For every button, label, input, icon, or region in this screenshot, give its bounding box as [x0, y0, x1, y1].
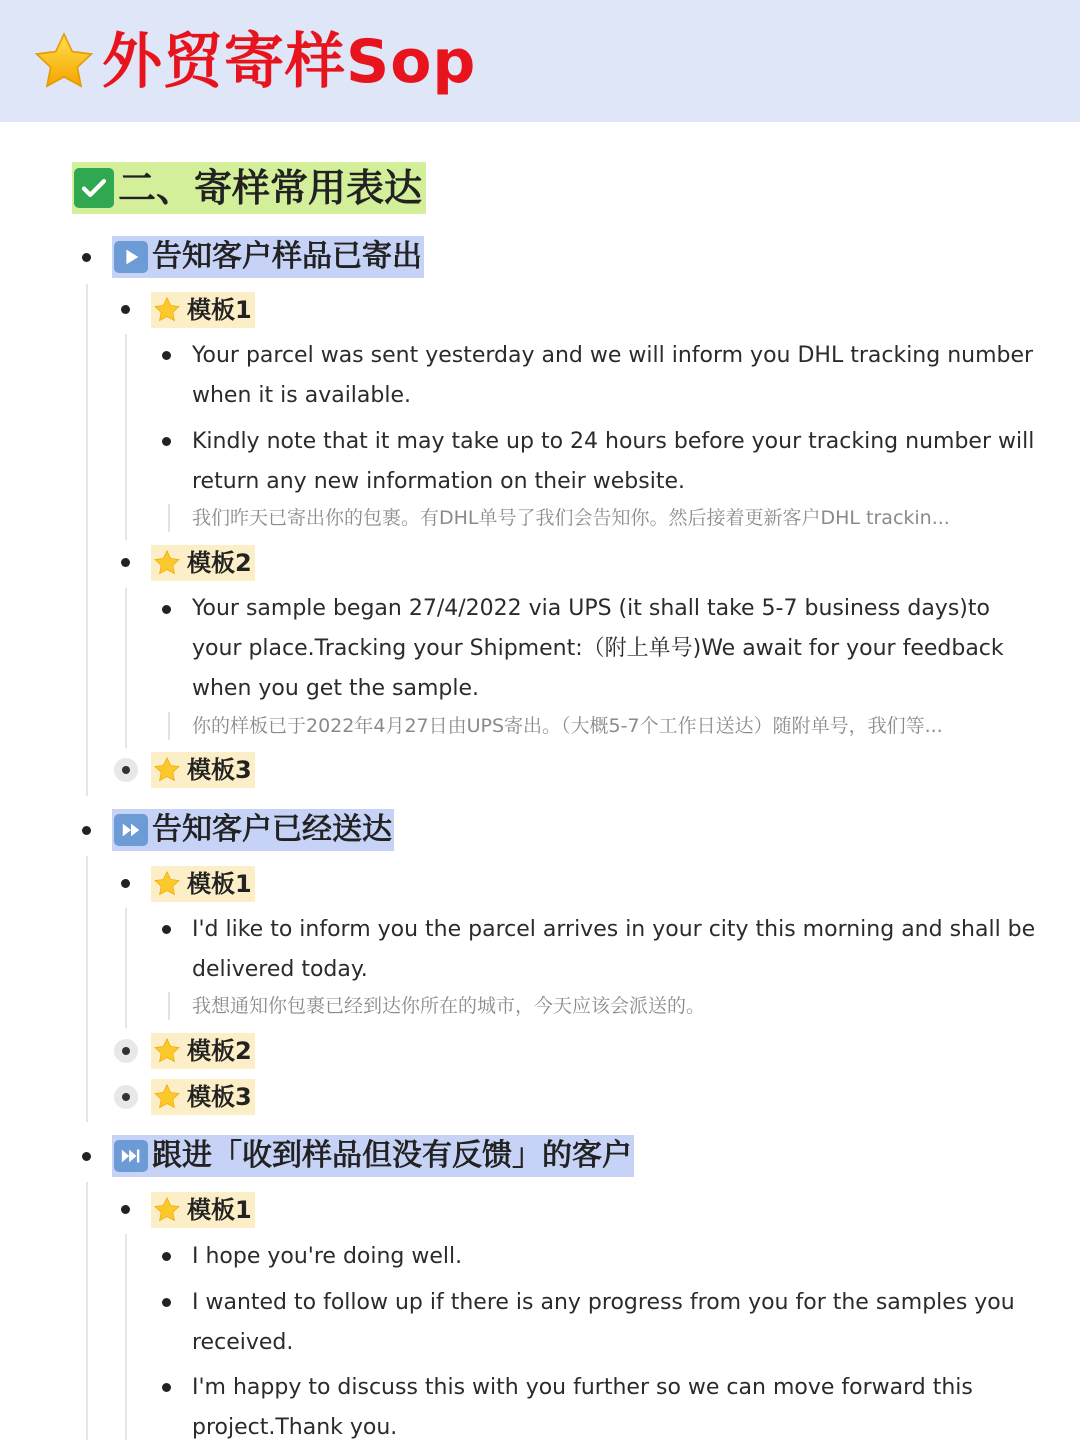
glowing-star-icon [153, 1083, 181, 1111]
template-label: 模板1 [151, 866, 255, 902]
collapsed-toggle[interactable] [114, 758, 138, 782]
list-bullet [82, 1152, 91, 1161]
glowing-star-icon [153, 1196, 181, 1224]
list-item: Kindly note that it may take up to 24 hours before your tracking number will return any new information on their website. [192, 429, 1035, 494]
guide-line [86, 284, 88, 796]
template-label: 模板3 [151, 1079, 255, 1115]
group-heading [112, 236, 424, 278]
glowing-star-icon [153, 549, 181, 577]
star-icon [32, 30, 96, 94]
list-item: I'd like to inform you the parcel arrives in your city this morning and shall be delivered today. [192, 917, 1036, 982]
list-bullet [162, 437, 171, 446]
play-icon [114, 241, 148, 273]
list-item: I wanted to follow up if there is any progress from you for the samples you received. [192, 1290, 1015, 1355]
group-heading-text: 告知客户已经送达 [152, 812, 392, 847]
list-bullet [121, 558, 130, 567]
template-label: 模板1 [151, 1192, 255, 1228]
template-label: 模板2 [151, 1033, 255, 1069]
list-bullet [82, 253, 91, 262]
group-heading [112, 1135, 634, 1177]
translation-note: 你的样板已于2022年4月27日由UPS寄出。（大概5-7个工作日送达）随附单号，我们等... [168, 712, 1053, 740]
list-bullet [162, 1383, 171, 1392]
list-item: Your parcel was sent yesterday and we will inform you DHL tracking number when it is available. [192, 343, 1034, 408]
list-bullet [82, 826, 91, 835]
translation-note: 我们昨天已寄出你的包裹。有DHL单号了我们会告知你。然后接着更新客户DHL trackin... [168, 504, 1053, 532]
list-item: I hope you're doing well. [192, 1244, 463, 1269]
glowing-star-icon [153, 870, 181, 898]
list-bullet [162, 1252, 171, 1261]
list-bullet [121, 1205, 130, 1214]
list-item: I'm happy to discuss this with you further so we can move forward this project.Thank you. [192, 1375, 973, 1440]
template-label: 模板3 [151, 752, 255, 788]
guide-line [125, 908, 127, 1028]
template-label: 模板1 [151, 292, 255, 328]
list-bullet [121, 305, 130, 314]
guide-line [86, 1182, 88, 1440]
list-item: Your sample began 27/4/2022 via UPS (it shall take 5-7 business days)to your place.Tracking your Shipment:（附上单号)We await for your feedback when you get the sample. [192, 596, 1004, 701]
guide-line [125, 1234, 127, 1440]
glowing-star-icon [153, 296, 181, 324]
list-bullet [162, 1298, 171, 1307]
list-bullet [121, 879, 130, 888]
collapsed-toggle[interactable] [114, 1039, 138, 1063]
page-header [32, 22, 476, 102]
group-heading-text: 告知客户样品已寄出 [152, 239, 422, 274]
group-heading [112, 809, 394, 851]
template-label: 模板2 [151, 545, 255, 581]
next-track-icon [114, 1140, 148, 1172]
list-bullet [162, 351, 171, 360]
guide-line [86, 856, 88, 1122]
guide-line [125, 334, 127, 540]
translation-note: 我想通知你包裹已经到达你所在的城市，今天应该会派送的。 [168, 992, 1053, 1020]
glowing-star-icon [153, 756, 181, 784]
group-heading-text: 跟进「收到样品但没有反馈」的客户 [152, 1138, 632, 1173]
section-title [72, 162, 426, 214]
guide-line [125, 588, 127, 748]
fast-forward-icon [114, 814, 148, 846]
collapsed-toggle[interactable] [114, 1085, 138, 1109]
glowing-star-icon [153, 1037, 181, 1065]
list-bullet [162, 605, 171, 614]
check-mark-icon [74, 168, 114, 208]
section-title-text: 二、寄样常用表达 [118, 166, 423, 210]
list-bullet [162, 925, 171, 934]
page-title: 外贸寄样Sop [102, 27, 477, 97]
